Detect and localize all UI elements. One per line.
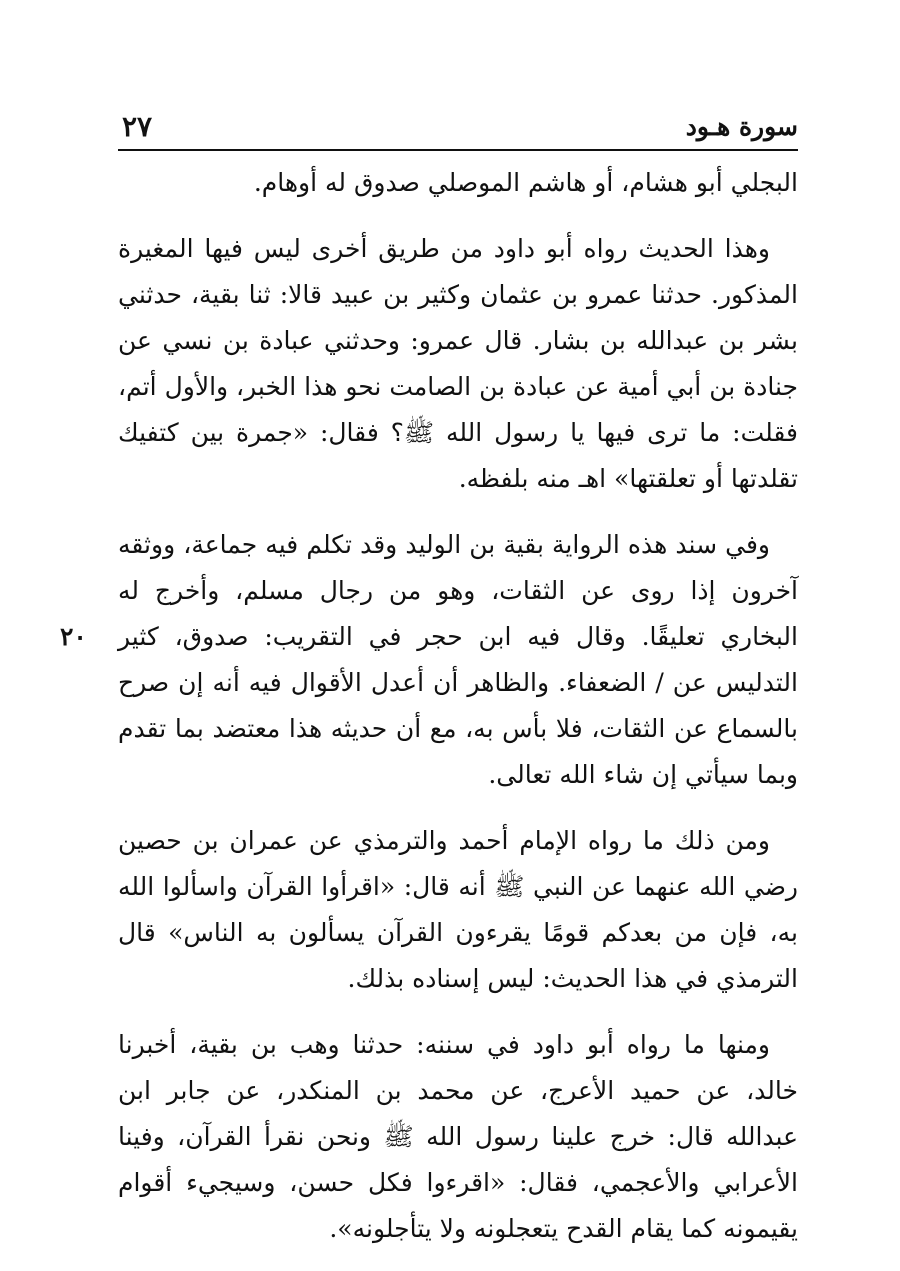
page-number: ٢٧ [122,110,153,143]
running-header [118,100,798,150]
paragraph: ومن ذلك ما رواه الإمام أحمد والترمذي عن عمران بن حصين رضي الله عنهما عن النبي ﷺ أنه قال: «اقرأوا القرآن واسألوا الله به، فإن من بعدكم قومًا يقرءون القرآن يسألون به الناس» قال الترمذي في هذا الحديث: ليس إسناده بذلك. [118,826,798,993]
surah-title: سورة هـود [685,112,798,141]
paragraph: وفي سند هذه الرواية بقية بن الوليد وقد تكلم فيه جماعة، ووثقه آخرون إذا روى عن الثقات، وهو من رجال مسلم، وأخرج له البخاري تعليقًا. وقال فيه ابن حجر في التقريب: صدوق، كثير التدليس عن / الضعفاء. والظاهر أن أعدل الأقوال فيه أنه إن صرح بالسماع عن الثقات، فلا بأس به، مع أن حديثه هذا معتضد بما تقدم وبما سيأتي إن شاء الله تعالى. [118,530,798,789]
paragraph: وهذا الحديث رواه أبو داود من طريق أخرى ليس فيها المغيرة المذكور. حدثنا عمرو بن عثمان وكثير بن عبيد قالا: ثنا بقية، حدثني بشر بن عبدالله بن بشار. قال عمرو: وحدثني عبادة بن نسي عن جنادة بن أبي أمية عن عبادة بن الصامت نحو هذا الخبر، والأول أتم، فقلت: ما ترى فيها يا رسول الله ﷺ؟ فقال: «جمرة بين كتفيك تقلدتها أو تعلقتها» اهـ منه بلفظه. [118,234,798,493]
body-text [118,160,798,1243]
header-rule [118,149,798,151]
margin-line-number: ٢٠ [60,622,87,651]
paragraph: البجلي أبو هشام، أو هاشم الموصلي صدوق له أوهام. [253,168,798,197]
paragraph: ومنها ما رواه أبو داود في سننه: حدثنا وهب بن بقية، أخبرنا خالد، عن حميد الأعرج، عن محمد بن المنكدر، عن جابر ابن عبدالله قال: خرج علينا رسول الله ﷺ ونحن نقرأ القرآن، وفينا الأعرابي والأعجمي، فقال: «اقرءوا فكل حسن، وسيجيء أقوام يقيمونه كما يقام القدح يتعجلونه ولا يتأجلونه». [118,1030,798,1243]
